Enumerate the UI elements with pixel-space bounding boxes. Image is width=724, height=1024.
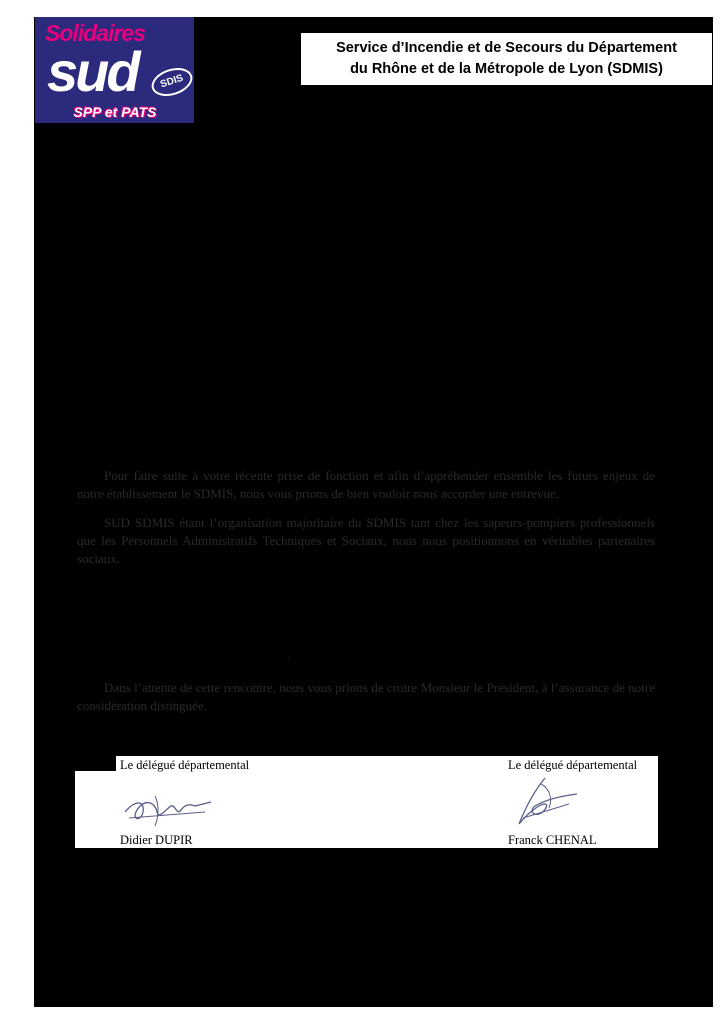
letter-paragraph-1: Pour faire suite à votre récente prise de fonction et afin d’appréhender ensemble les futurs enjeux de notre établissement le SDMIS, nous vous prions de bien vouloir nous accorder une entrevue. [77, 468, 655, 501]
page-redacted-area [34, 17, 713, 1007]
logo-bottom-text: SPP et PATS [73, 104, 157, 120]
separator-dot: . [288, 651, 291, 662]
left-signatory-name: Didier DUPIR [120, 833, 193, 847]
signature-block-notch [75, 756, 116, 771]
left-signatory-role: Le délégué départemental [120, 758, 250, 772]
logo-main-text: sud [47, 40, 138, 103]
letter-paragraph-2: SUD SDMIS étant l’organisation majoritaire du SDMIS tant chez les sapeurs-pompiers professionnels que les Personnels Administratifs Techniques et Sociaux, nous nous positionnons en véritables partenaires sociaux. [77, 515, 655, 566]
logo-badge: SDIS [148, 63, 194, 101]
organization-title [301, 33, 712, 85]
sud-logo [35, 17, 194, 123]
logo-top-text: Solidaires [45, 20, 145, 46]
organization-title-line2: du Rhône et de la Métropole de Lyon (SDMIS) [350, 61, 663, 77]
right-signatory-name: Franck CHENAL [508, 833, 597, 847]
right-signatory-role: Le délégué départemental [508, 758, 638, 772]
right-signature-image [505, 774, 585, 830]
letter-paragraph-3: Dans l’attente de cette rencontre, nous vous prions de croire Monsieur le Président, à l’assurance de notre considération distinguée. [77, 680, 655, 713]
left-signature-image [115, 790, 215, 830]
organization-title-line1: Service d’Incendie et de Secours du Département [336, 40, 677, 56]
signature-block [75, 756, 658, 848]
